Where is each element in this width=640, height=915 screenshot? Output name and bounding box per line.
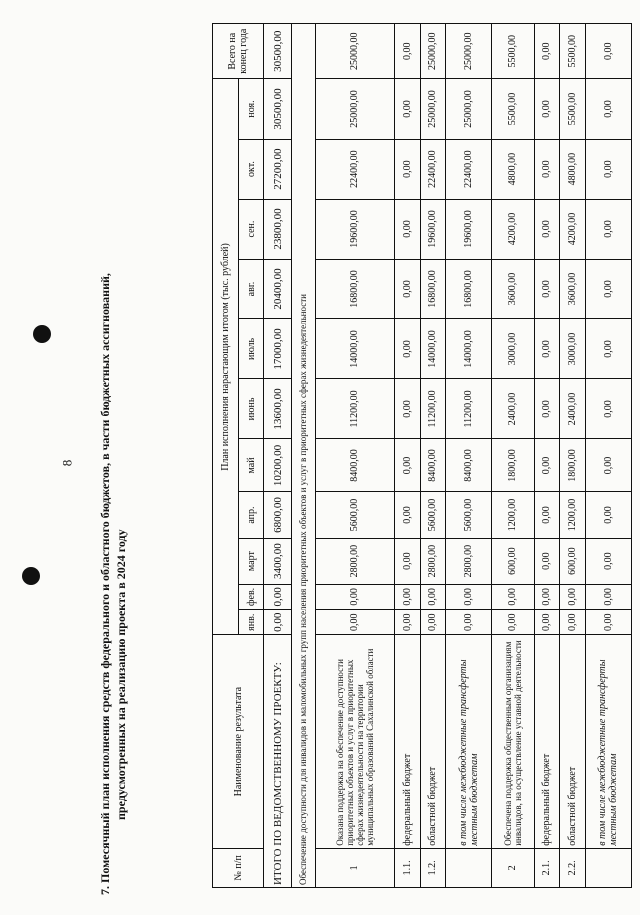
row-name: областной бюджет (420, 635, 446, 848)
row-name: в том числе межбюджетные трансферты местным бюджетам (446, 635, 492, 848)
total-row-label: ИТОГО ПО ВЕДОМСТВЕННОМУ ПРОЕКТУ: (264, 635, 292, 888)
header-row-1 (213, 24, 239, 888)
row-value: 11200,00 (446, 379, 492, 439)
row-name: в том числе межбюджетные трансферты местным бюджетам (585, 635, 631, 848)
row-value: 19600,00 (420, 199, 446, 259)
row-value: 1200,00 (492, 492, 534, 538)
row-number (446, 848, 492, 887)
header-month: июнь (238, 379, 264, 439)
row-value: 4200,00 (560, 199, 586, 259)
row-value: 19600,00 (446, 199, 492, 259)
row-value: 0,00 (585, 538, 631, 584)
row-value: 0,00 (585, 79, 631, 139)
total-row-value: 3400,00 (264, 538, 292, 584)
row-value: 2400,00 (492, 379, 534, 439)
total-row-value: 30500,00 (264, 79, 292, 139)
row-value: 1800,00 (492, 439, 534, 492)
row-name: федеральный бюджет (534, 635, 560, 848)
table-row (492, 24, 534, 888)
row-value: 4800,00 (492, 139, 534, 199)
row-value: 5600,00 (420, 492, 446, 538)
total-row-value: 13600,00 (264, 379, 292, 439)
row-value: 0,00 (394, 538, 420, 584)
row-value: 2800,00 (315, 538, 394, 584)
row-value: 16800,00 (315, 259, 394, 319)
table-row (446, 24, 492, 888)
row-value: 0,00 (420, 610, 446, 635)
row-value: 0,00 (585, 199, 631, 259)
header-month: июль (238, 319, 264, 379)
row-name: федеральный бюджет (394, 635, 420, 848)
row-value: 0,00 (534, 259, 560, 319)
row-value: 0,00 (394, 584, 420, 609)
punch-hole-top (33, 325, 51, 343)
row-value: 3600,00 (492, 259, 534, 319)
row-value: 0,00 (585, 259, 631, 319)
table-row (420, 24, 446, 888)
row-value: 600,00 (492, 538, 534, 584)
header-name: Наименование результата (213, 635, 264, 848)
row-value: 0,00 (560, 610, 586, 635)
title-line-2: предусмотренных на реализацию проекта в 2024 году (114, 529, 128, 820)
row-value: 14000,00 (446, 319, 492, 379)
row-value: 25000,00 (315, 79, 394, 139)
row-value: 0,00 (394, 139, 420, 199)
row-value: 0,00 (585, 379, 631, 439)
page-number: 8 (59, 459, 75, 467)
row-value: 0,00 (585, 319, 631, 379)
row-value: 600,00 (560, 538, 586, 584)
row-value: 3000,00 (492, 319, 534, 379)
row-value: 5500,00 (560, 79, 586, 139)
row-value: 0,00 (420, 584, 446, 609)
row-value: 0,00 (585, 584, 631, 609)
row-number: 1 (315, 848, 394, 887)
row-value: 0,00 (446, 584, 492, 609)
document-title (90, 273, 140, 895)
row-value: 3000,00 (560, 319, 586, 379)
row-number: 2 (492, 848, 534, 887)
row-value: 0,00 (394, 492, 420, 538)
row-value: 5600,00 (315, 492, 394, 538)
total-row-value: 0,00 (264, 610, 292, 635)
total-row-value: 17000,00 (264, 319, 292, 379)
row-value: 14000,00 (420, 319, 446, 379)
header-plan: План исполнения нарастающим итогом (тыс. рублей) (213, 79, 239, 635)
row-value: 0,00 (534, 439, 560, 492)
total-row-value: 27200,00 (264, 139, 292, 199)
row-value: 0,00 (394, 79, 420, 139)
total-row-value: 0,00 (264, 584, 292, 609)
row-value: 0,00 (534, 584, 560, 609)
total-row-value: 10200,00 (264, 439, 292, 492)
row-value: 0,00 (394, 379, 420, 439)
row-number: 1.1. (394, 848, 420, 887)
table-row (394, 24, 420, 888)
row-year-total: 25000,00 (420, 24, 446, 79)
row-value: 0,00 (394, 439, 420, 492)
table-row (560, 24, 586, 888)
total-row-year-total: 30500,00 (264, 24, 292, 79)
row-value: 22400,00 (420, 139, 446, 199)
header-month: май (238, 439, 264, 492)
row-value: 25000,00 (420, 79, 446, 139)
row-value: 0,00 (534, 139, 560, 199)
row-number: 2.2. (560, 848, 586, 887)
row-value: 5500,00 (492, 79, 534, 139)
header-month: фев. (238, 584, 264, 609)
row-value: 0,00 (534, 610, 560, 635)
row-value: 0,00 (394, 610, 420, 635)
section-row (292, 24, 316, 888)
row-value: 19600,00 (315, 199, 394, 259)
row-value: 2800,00 (420, 538, 446, 584)
header-month: ноя. (238, 79, 264, 139)
row-number (585, 848, 631, 887)
row-value: 3600,00 (560, 259, 586, 319)
row-value: 0,00 (315, 584, 394, 609)
row-value: 0,00 (394, 319, 420, 379)
row-value: 0,00 (534, 379, 560, 439)
row-value: 14000,00 (315, 319, 394, 379)
row-value: 0,00 (315, 610, 394, 635)
row-value: 8400,00 (420, 439, 446, 492)
row-value: 0,00 (585, 139, 631, 199)
row-value: 0,00 (534, 79, 560, 139)
header-month: апр. (238, 492, 264, 538)
row-name: областной бюджет (560, 635, 586, 848)
row-year-total: 25000,00 (446, 24, 492, 79)
row-value: 5600,00 (446, 492, 492, 538)
header-month: окт. (238, 139, 264, 199)
row-value: 0,00 (492, 610, 534, 635)
row-year-total: 0,00 (585, 24, 631, 79)
title-line-1: 7. Помесячный план исполнения средств федерального и областного бюджетов, в части бюджетных ассигнований, (98, 273, 112, 895)
row-value: 0,00 (394, 199, 420, 259)
row-value: 0,00 (585, 492, 631, 538)
row-value: 11200,00 (315, 379, 394, 439)
header-month: янв. (238, 610, 264, 635)
row-value: 0,00 (585, 610, 631, 635)
row-number: 2.1. (534, 848, 560, 887)
table-body (213, 24, 632, 888)
row-value: 0,00 (534, 199, 560, 259)
row-year-total: 5500,00 (560, 24, 586, 79)
row-name: Оказана поддержка на обеспечение доступности приоритетных объектов и услуг в приоритетных сферах жизнедеятельности на территории муниципальных образований Сахалинской области (315, 635, 394, 848)
row-value: 11200,00 (420, 379, 446, 439)
row-value: 1800,00 (560, 439, 586, 492)
row-value: 8400,00 (446, 439, 492, 492)
row-year-total: 5500,00 (492, 24, 534, 79)
row-year-total: 25000,00 (315, 24, 394, 79)
total-row-value: 23800,00 (264, 199, 292, 259)
row-value: 8400,00 (315, 439, 394, 492)
row-value: 22400,00 (315, 139, 394, 199)
header-num: № п/п (213, 848, 264, 887)
total-row-value: 6800,00 (264, 492, 292, 538)
table-row (315, 24, 394, 888)
plan-table-rotated (212, 23, 632, 888)
row-value: 22400,00 (446, 139, 492, 199)
header-total: Всего на конец года (213, 24, 264, 79)
table-row (585, 24, 631, 888)
row-name: Обеспечена поддержка общественным организациям инвалидов, на осуществление уставной деятельности (492, 635, 534, 848)
total-row-value: 20400,00 (264, 259, 292, 319)
monthly-plan-table (212, 23, 632, 888)
row-value: 0,00 (585, 439, 631, 492)
row-number: 1.2. (420, 848, 446, 887)
row-value: 0,00 (534, 538, 560, 584)
total-row (264, 24, 292, 888)
row-value: 1200,00 (560, 492, 586, 538)
row-value: 2800,00 (446, 538, 492, 584)
row-value: 2400,00 (560, 379, 586, 439)
row-value: 0,00 (534, 492, 560, 538)
row-year-total: 0,00 (394, 24, 420, 79)
header-month: сен. (238, 199, 264, 259)
header-month: март (238, 538, 264, 584)
row-value: 0,00 (492, 584, 534, 609)
row-value: 0,00 (534, 319, 560, 379)
row-value: 25000,00 (446, 79, 492, 139)
row-year-total: 0,00 (534, 24, 560, 79)
section-title: Обеспечение доступности для инвалидов и маломобильных групп населения приоритетных объектов и услуг в приоритетных сферах жизнедеятельности (292, 24, 316, 888)
punch-hole-bottom (22, 567, 40, 585)
row-value: 0,00 (394, 259, 420, 319)
row-value: 4800,00 (560, 139, 586, 199)
row-value: 16800,00 (446, 259, 492, 319)
row-value: 16800,00 (420, 259, 446, 319)
row-value: 0,00 (560, 584, 586, 609)
header-month: авг. (238, 259, 264, 319)
table-row (534, 24, 560, 888)
row-value: 4200,00 (492, 199, 534, 259)
row-value: 0,00 (446, 610, 492, 635)
